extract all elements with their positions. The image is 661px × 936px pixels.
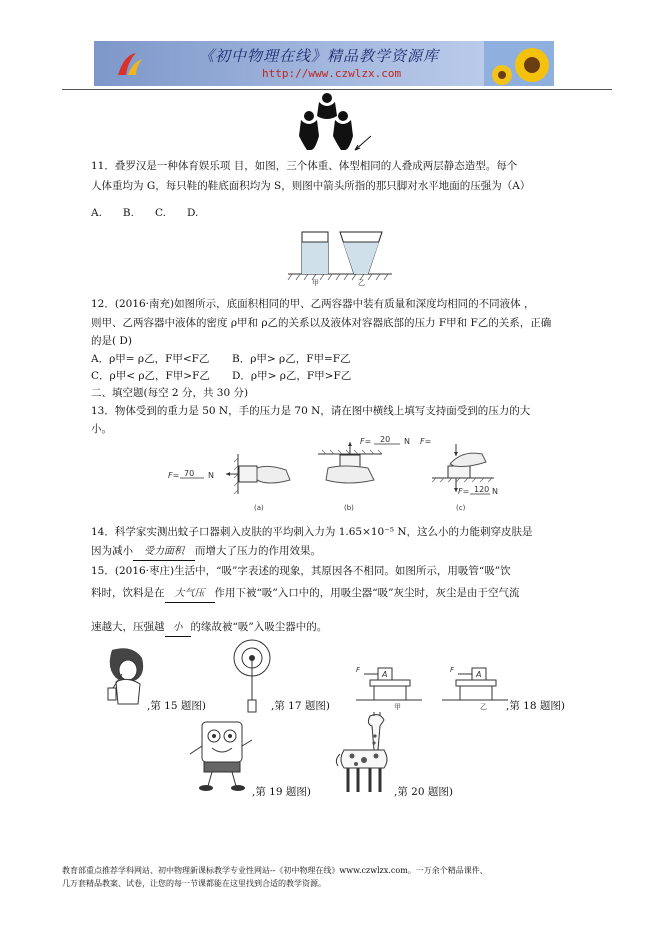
svg-text:F=: F= — [420, 437, 432, 446]
q13-line2: 小。 — [91, 423, 112, 435]
child-drinking-figure — [102, 646, 150, 710]
q11-line1: 11．叠罗汉是一种体育娱乐项 目，如图，三个体重、体型相同的人叠成两层静态造型。每个 — [91, 160, 518, 172]
q12-line1: 12．(2016·南充)如图所示，底面积相同的甲、乙两容器中装有质量和深度均相同的不同液体 ， — [91, 298, 535, 310]
caption-fig18: ,第 18 题图) — [506, 700, 565, 712]
figure-a — [168, 454, 290, 512]
caption-fig15: ,第 15 题图) — [147, 700, 206, 712]
figure-c — [420, 437, 498, 512]
q14-line2-post: 而增大了压力的作用效果。 — [195, 545, 321, 557]
q15-line2-post: 作用下被“吸”入口中的，用吸尘器“吸”灰尘时，灰尘是由于空气流 — [214, 587, 520, 599]
svg-text:F: F — [450, 666, 455, 674]
q15-line3-pre: 速越大，压强越 — [91, 621, 165, 633]
container-label-yi: 乙 — [358, 279, 365, 286]
fig-b-prefix: F= — [360, 437, 372, 446]
q11-line2: 人体重均为 G，每只鞋的鞋底面积均为 S，则图中箭头所指的那只脚对水平地面的压强为（A） — [91, 180, 531, 192]
q15-answer2: 小 — [165, 620, 191, 637]
header-url[interactable]: http://www.czwlzx.com — [262, 67, 402, 80]
fig-c-prefix: F= — [458, 487, 470, 496]
q15-line2-pre: 料时，饮料是在 — [91, 587, 165, 599]
containers-figure — [286, 228, 394, 286]
q15-line1: 15．(2016·枣庄)生活中，“吸”字表述的现象，其原因各不相同。如图所示，用吸管“吸”饮 — [91, 565, 511, 577]
q14-line1: 14．科学家实测出蚊子口器刺入皮肤的平均刺入力为 1.65×10⁻⁵ N，这么小的力能刺穿皮肤是 — [91, 526, 533, 538]
q14-line2-pre: 因为减小 — [91, 545, 133, 557]
svg-text:F: F — [356, 666, 361, 674]
caption-fig20: ,第 20 题图) — [394, 786, 453, 798]
sponge-character-figure — [186, 718, 256, 794]
fig-a-unit: N — [208, 471, 214, 480]
section2-heading: 二、填空题(每空 2 分，共 30 分) — [91, 387, 249, 399]
q13-line1: 13．物体受到的重力是 50 N，手的压力是 70 N，请在图中横线上填写支持面受到的压力的大 — [91, 405, 531, 417]
q15-line3 — [91, 619, 327, 637]
disc-pendulum-figure — [232, 636, 272, 716]
fig-b-caption: (b) — [344, 504, 354, 512]
fig-c-unit: N — [492, 487, 498, 496]
q12-line2: 则甲、乙两容器中液体的密度 ρ甲和 ρ乙的关系以及液体对容器底部的压力 F甲和 F乙的关系，正确 — [91, 317, 552, 329]
fig-b-unit: N — [404, 437, 410, 446]
q12-option-d: D．ρ甲> ρ乙，F甲>F乙 — [232, 370, 352, 382]
pressure-figures — [168, 434, 498, 514]
svg-text:A: A — [476, 670, 482, 679]
fig18-label-yi: 乙 — [480, 703, 487, 710]
fig-a-caption: (a) — [254, 504, 264, 512]
fig-c-value: 120 — [474, 485, 490, 494]
fig-b-value: 20 — [380, 435, 391, 444]
q12-option-a: A．ρ甲= ρ乙，F甲<F乙 — [91, 353, 210, 365]
q12-line3: 的是( D) — [91, 335, 132, 347]
q14-line2 — [91, 543, 321, 561]
q12-option-c: C．ρ甲< ρ乙，F甲>F乙 — [91, 370, 210, 382]
q14-answer: 受力面积 — [133, 544, 195, 561]
tables-figure — [356, 660, 508, 710]
figure-b — [318, 435, 410, 512]
fig-c-caption: (c) — [456, 504, 466, 512]
fig-a-prefix: F= — [168, 471, 180, 480]
caption-fig17: ,第 17 题图) — [271, 700, 330, 712]
fig-a-value: 70 — [184, 469, 195, 478]
site-logo-icon — [114, 49, 144, 79]
sunflower-icon — [484, 41, 554, 86]
fig18-label-jia: 甲 — [394, 703, 401, 710]
header-title: 《初中物理在线》精品教学资源库 — [199, 47, 440, 65]
footer-line2: 几万套精品教案、试卷，让您的每一节课都能在这里找到合适的教学资源。 — [62, 879, 326, 888]
q12-option-b: B．ρ甲> ρ乙，F甲=F乙 — [232, 353, 351, 365]
q15-answer1: 大气压 — [165, 586, 215, 603]
caption-fig19: ,第 19 题图) — [252, 786, 311, 798]
giraffe-figure — [334, 710, 398, 798]
svg-text:A: A — [382, 670, 388, 679]
header-rule — [62, 89, 612, 90]
human-pyramid-figure — [297, 92, 379, 154]
q15-line3-post: 的缘故被“吸”入吸尘器中的。 — [190, 621, 328, 633]
container-label-jia: 甲 — [312, 279, 319, 286]
q11-options: A. B. C. D. — [91, 207, 199, 219]
footer-line1: 教育部重点推荐学科网站、初中物理新课标教学专业性网站--《初中物理在线》www.czwlzx.com。一万余个精品课件、 — [62, 866, 488, 875]
header-banner — [94, 41, 554, 86]
q15-line2 — [91, 585, 519, 603]
